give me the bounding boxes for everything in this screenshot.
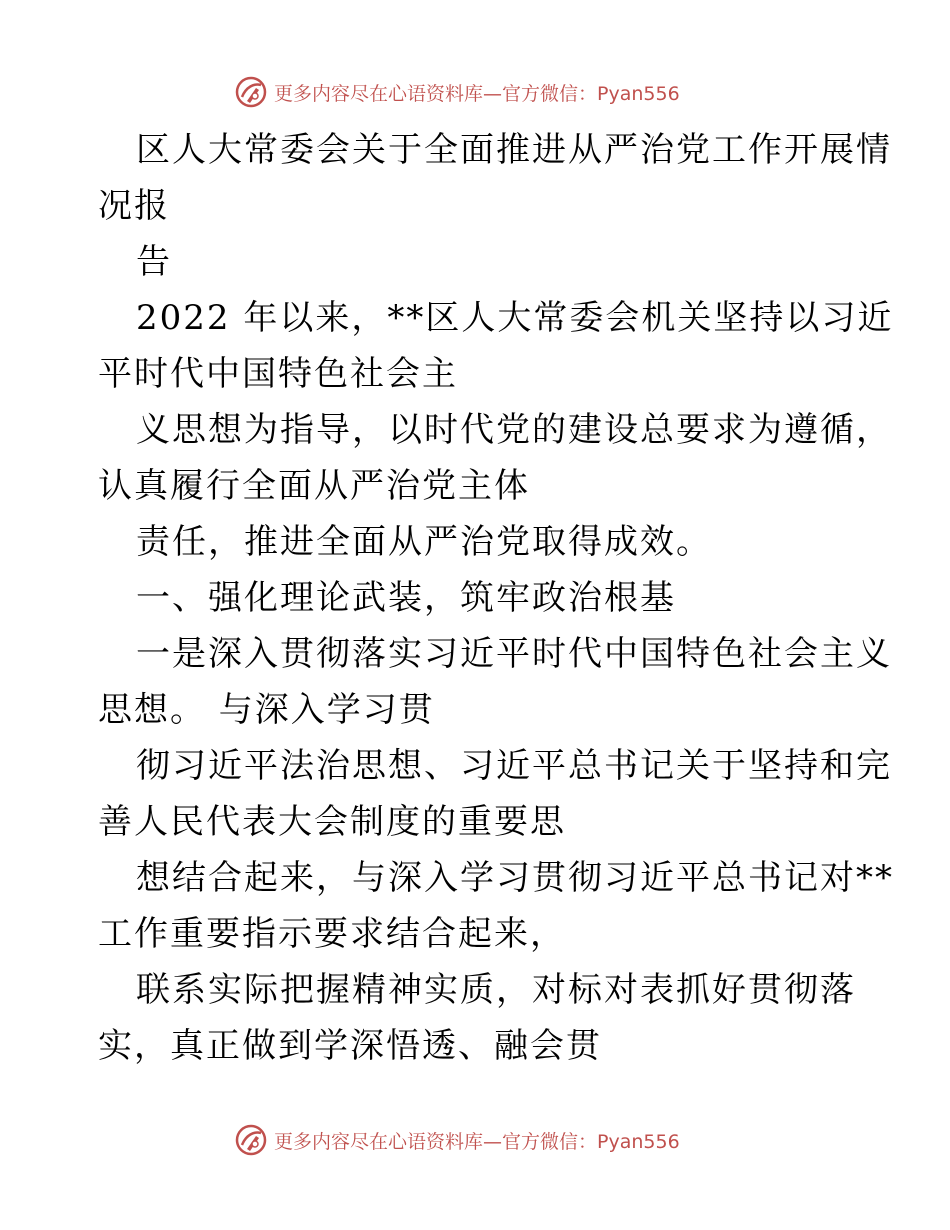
document-line: 联系实际把握精神实质，对标对表抓好贯彻落 xyxy=(136,970,856,1010)
document-line: 责任，推进全面从严治党取得成效。 xyxy=(136,522,712,562)
banner-text: 更多内容尽在心语资料库—官方微信：Pyan556 xyxy=(274,1130,680,1153)
pen-swirl-logo-icon xyxy=(234,1123,268,1157)
document-line: 善人民代表大会制度的重要思 xyxy=(98,802,566,842)
document-line: 义思想为指导，以时代党的建设总要求为遵循， xyxy=(136,410,892,450)
document-line: 实，真正做到学深悟透、融会贯 xyxy=(98,1026,602,1066)
document-line: 区人大常委会关于全面推进从严治党工作开展情 xyxy=(136,130,892,170)
footer-banner xyxy=(0,1120,950,1160)
document-line: 认真履行全面从严治党主体 xyxy=(98,466,530,506)
pen-swirl-logo-icon xyxy=(234,75,268,109)
document-line: 想结合起来，与深入学习贯彻习近平总书记对** xyxy=(136,858,894,898)
document-line: 一是深入贯彻落实习近平时代中国特色社会主义 xyxy=(136,634,892,674)
document-line: 思想。 与深入学习贯 xyxy=(98,690,435,730)
document-line: 工作重要指示要求结合起来， xyxy=(98,914,566,954)
document-line: 2022 年以来，**区人大常委会机关坚持以习近 xyxy=(136,298,894,338)
document-line: 一、强化理论武装，筑牢政治根基 xyxy=(136,578,676,618)
document-line: 彻习近平法治思想、习近平总书记关于坚持和完 xyxy=(136,746,892,786)
document-line: 平时代中国特色社会主 xyxy=(98,354,458,394)
document-line: 告 xyxy=(136,242,172,282)
banner-text: 更多内容尽在心语资料库—官方微信：Pyan556 xyxy=(274,82,680,105)
document-body xyxy=(98,122,894,1074)
document-line: 况报 xyxy=(98,186,170,226)
header-banner xyxy=(0,72,950,112)
